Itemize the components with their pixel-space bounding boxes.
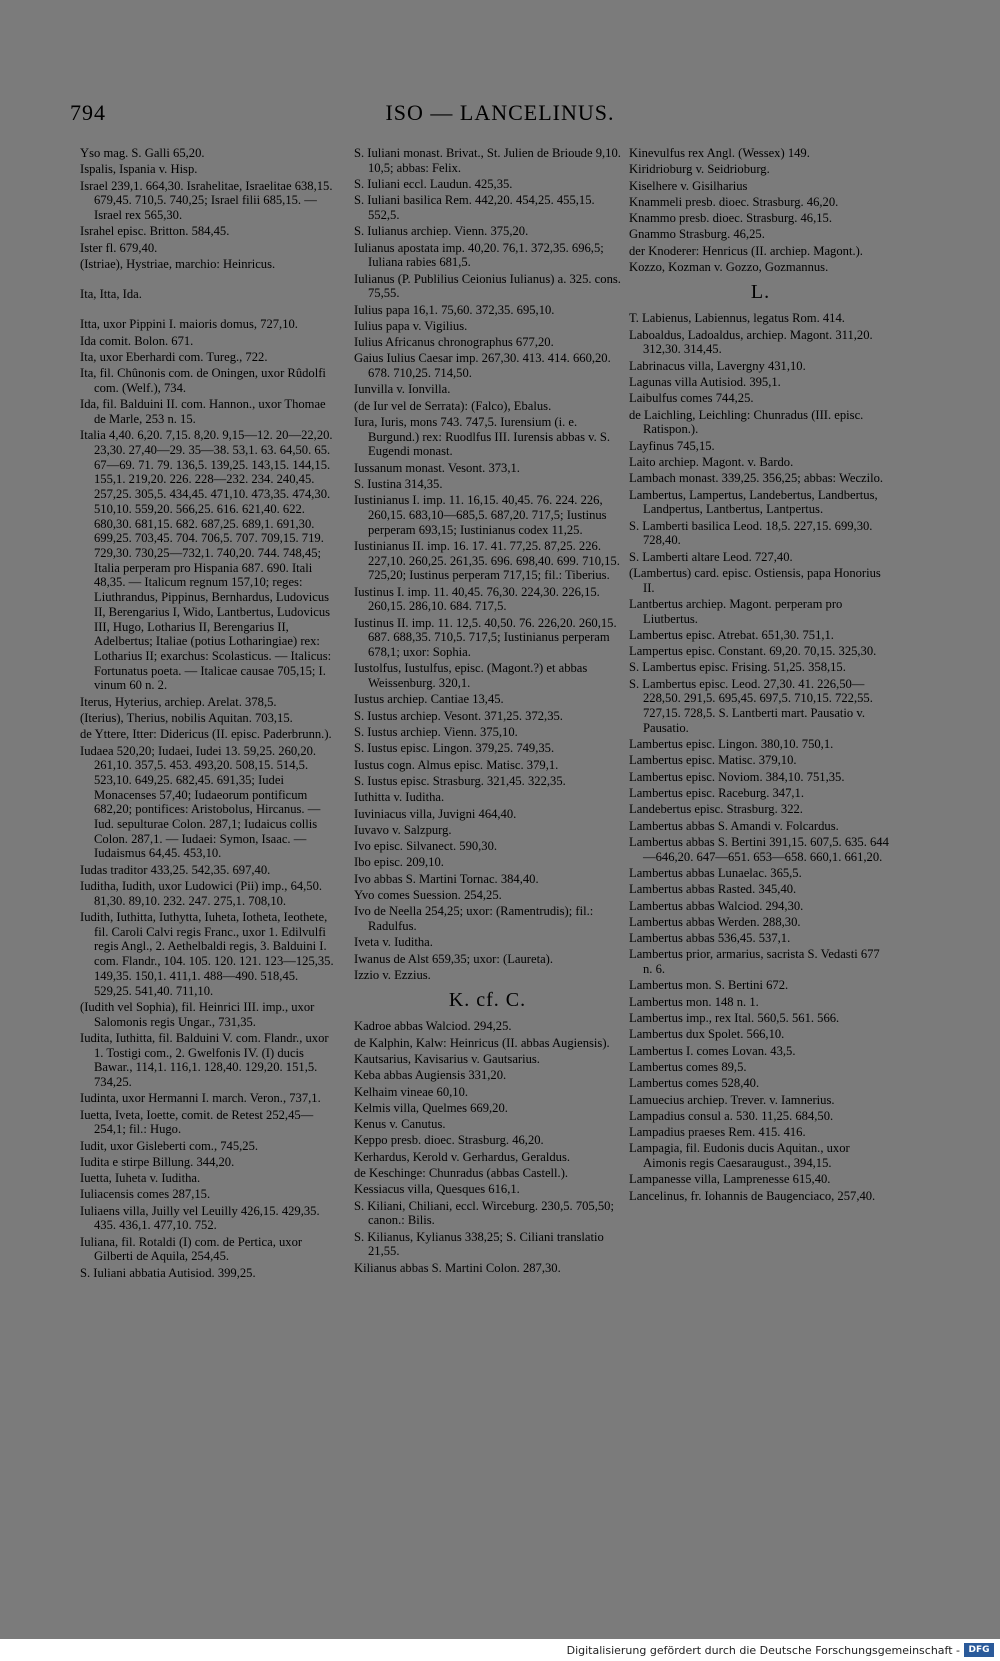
page-number: 794	[70, 100, 106, 125]
index-entry: Lambertus abbas Lunaelac. 365,5.	[629, 865, 802, 880]
index-entry: Ida comit. Bolon. 671.	[80, 333, 194, 348]
index-entry: Kiridrioburg v. Seidrioburg.	[629, 162, 770, 177]
index-entry: S. Lamberti altare Leod. 727,40.	[629, 549, 793, 564]
index-entry: Ivo abbas S. Martini Tornac. 384,40.	[354, 871, 539, 886]
index-entry: de Yttere, Itter: Didericus (II. episc. Paderbrunn.).	[80, 727, 332, 742]
index-entry: Lambertus episc. Matisc. 379,10.	[629, 753, 797, 768]
index-entry: S. Iuliani eccl. Laudun. 425,35.	[354, 177, 513, 191]
index-entry: de Keschinge: Chunradus (abbas Castell.).	[354, 1166, 569, 1181]
index-entry: Lambertus comes 89,5.	[629, 1059, 747, 1074]
index-entry: Lambertus abbas Walciod. 294,30.	[629, 898, 804, 913]
index-entry: Lambertus imp., rex Ital. 560,5. 561. 566.	[629, 1011, 840, 1026]
index-entry: Lambertus comes 528,40.	[629, 1076, 760, 1091]
index-entry: Kautsarius, Kavisarius v. Gautsarius.	[354, 1051, 540, 1066]
index-entry: Lambertus mon. S. Bertini 672.	[629, 978, 789, 993]
section-heading: K. cf. C.	[448, 988, 527, 1011]
index-entry: S. Iuliani abbatia Autisiod. 399,25.	[80, 1265, 256, 1280]
index-entry: Landebertus episc. Strasburg. 322.	[629, 802, 803, 817]
index-entry: S. Iulianus archiep. Vienn. 375,20.	[354, 224, 529, 239]
index-entry: S. Kiliani, Chiliani, eccl. Wirceburg. 230,5. 705,50; canon.: Bilis.	[354, 1198, 614, 1228]
index-entry: S. Lambertus episc. Frising. 51,25. 358,15.	[629, 660, 846, 675]
index-entry: Kessiacus villa, Quesques 616,1.	[354, 1182, 520, 1197]
index-entry: S. Iustus episc. Strasburg. 321,45. 322,35.	[354, 773, 566, 788]
index-entry: Lambertus episc. Noviom. 384,10. 751,35.	[629, 769, 845, 784]
index-entry: Kozzo, Kozman v. Gozzo, Gozmannus.	[629, 260, 829, 275]
index-entry: Iulius papa v. Vigilius.	[354, 318, 468, 333]
index-entry: Lambertus I. comes Lovan. 43,5.	[629, 1043, 796, 1058]
index-entry: de Laichling, Leichling: Chunradus (III. episc. Ratispon.).	[629, 407, 864, 437]
index-entry: Iudas traditor 433,25. 542,35. 697,40.	[80, 862, 271, 877]
index-entry: Lambertus mon. 148 n. 1.	[629, 994, 759, 1009]
index-entry: Lambertus episc. Lingon. 380,10. 750,1.	[629, 737, 834, 752]
index-entry: Iuliaens villa, Juilly vel Leuilly 426,15. 429,35. 435. 436,1. 477,10. 752.	[80, 1203, 320, 1233]
index-entry: Lambertus abbas Rasted. 345,40.	[629, 882, 797, 897]
index-entry: Iustinianus I. imp. 11. 16,15. 40,45. 76. 224. 226, 260,15. 683,10—685,5. 687,20. 717,5; Iustinus perperam 693,15; Iustinianus codex 11,25.	[354, 493, 607, 537]
index-entry: Layfinus 745,15.	[629, 438, 715, 453]
index-entry: Ivo episc. Silvanect. 590,30.	[354, 839, 498, 854]
index-entry: Iuliacensis comes 287,15.	[80, 1187, 211, 1202]
index-entry: Kerhardus, Kerold v. Gerhardus, Geraldus.	[354, 1149, 571, 1164]
index-entry: S. Kilianus, Kylianus 338,25; S. Ciliani translatio 21,55.	[354, 1229, 604, 1259]
index-entry: Lampadius praeses Rem. 415. 416.	[629, 1125, 806, 1140]
index-entry: Lambertus episc. Raceburg. 347,1.	[629, 786, 804, 801]
index-entry: Lambertus dux Spolet. 566,10.	[629, 1027, 785, 1042]
index-entry: S. Iuliani basilica Rem. 442,20. 454,25. 455,15. 552,5.	[354, 193, 595, 222]
index-entry: Lantbertus archiep. Magont. perperam pro Liutbertus.	[629, 596, 843, 626]
index-entry: S. Iuliani monast. Brivat., St. Julien de Brioude 9,10. 10,5; abbas: Felix.	[354, 146, 621, 175]
index-entry: Lambertus abbas 536,45. 537,1.	[629, 931, 791, 946]
index-entry: Kelmis villa, Quelmes 669,20.	[354, 1100, 508, 1115]
index-entry: Iuetta, Iveta, Ioette, comit. de Retest 252,45—254,1; fil.: Hugo.	[80, 1107, 314, 1137]
index-column-3	[629, 146, 892, 1205]
index-entry: Kelhaim vineae 60,10.	[354, 1084, 469, 1099]
index-entry: Lambertus abbas S. Bertini 391,15. 607,5. 635. 644—646,20. 647—651. 653—658. 660,1. 661,20.	[629, 834, 889, 864]
entry-gap	[80, 273, 336, 287]
index-entry: Yvo comes Suession. 254,25.	[354, 888, 502, 903]
index-entry: Izzio v. Ezzius.	[354, 967, 431, 982]
index-entry: Lampagia, fil. Eudonis ducis Aquitan., uxor Aimonis regis Caesaraugust., 394,15.	[629, 1141, 850, 1171]
index-entry: Iustus cogn. Almus episc. Matisc. 379,1.	[354, 757, 559, 772]
entry-gap	[80, 303, 336, 317]
index-entry: Kilianus abbas S. Martini Colon. 287,30.	[354, 1260, 561, 1275]
index-entry: Iussanum monast. Vesont. 373,1.	[354, 460, 520, 475]
index-entry: Iudita e stirpe Billung. 344,20.	[80, 1154, 235, 1169]
index-entry: Lagunas villa Autisiod. 395,1.	[629, 375, 781, 390]
index-entry: Lambertus abbas Werden. 288,30.	[629, 914, 801, 929]
index-entry: Lambertus, Lampertus, Landebertus, Landbertus, Landpertus, Lantbertus, Lantpertus.	[629, 487, 878, 517]
index-entry: Iustolfus, Iustulfus, episc. (Magont.?) et abbas Weissenburg. 320,1.	[354, 661, 588, 691]
index-entry: Iustus archiep. Cantiae 13,45.	[354, 692, 504, 707]
index-entry: Kiselhere v. Gisilharius	[629, 178, 748, 193]
index-entry: Iunvilla v. Ionvilla.	[354, 382, 451, 397]
index-entry: (Iterius), Therius, nobilis Aquitan. 703,15.	[80, 710, 293, 725]
index-entry: Kenus v. Canutus.	[354, 1117, 446, 1132]
index-entry: S. Lambertus episc. Leod. 27,30. 41. 226,50—228,50. 291,5. 695,45. 697,5. 710,15. 722,55. 727,15. 728,5. S. Lantberti mart. Pausatio v. Pausatio.	[629, 676, 873, 735]
index-entry: Iuthitta v. Iuditha.	[354, 790, 445, 805]
index-entry: Iterus, Hyterius, archiep. Arelat. 378,5.	[80, 694, 277, 709]
index-entry: Iulianus (P. Publilius Ceionius Iulianus) a. 325. cons. 75,55.	[354, 271, 621, 301]
index-entry: Iudaea 520,20; Iudaei, Iudei 13. 59,25. 260,20. 261,10. 357,5. 453. 493,20. 508,15. 514,5. 523,10. 649,25. 682,45. 691,35; Iudei Monacenses 57,40; Iudaeorum pontificum 682,20; pontifices: Aristobolus, Hircanus. — Iud. sepulturae Colon. 287,1; Iudaicus collis Colon. 287,1. — Iudaei: Symon, Isaac. — Iudaismus 64,45. 453,10.	[80, 743, 321, 861]
index-entry: Iustinianus II. imp. 16. 17. 41. 77,25. 87,25. 226. 227,10. 260,25. 261,35. 696. 698,40. 699. 710,15. 725,20; Iustinus perperam 717,15; fil.: Tiberius.	[354, 539, 620, 583]
index-entry: (Istriae), Hystriae, marchio: Heinricus.	[80, 256, 276, 271]
index-entry: Israhel episc. Britton. 584,45.	[80, 224, 230, 239]
index-entry: Iuetta, Iuheta v. Iuditha.	[80, 1171, 201, 1186]
index-entry: Gaius Iulius Caesar imp. 267,30. 413. 414. 660,20. 678. 710,25. 714,50.	[354, 351, 611, 381]
index-entry: Laibulfus comes 744,25.	[629, 391, 754, 406]
index-entry: Lambach monast. 339,25. 356,25; abbas: Weczilo.	[629, 471, 884, 486]
index-entry: Lampertus episc. Constant. 69,20. 70,15. 325,30.	[629, 644, 877, 659]
index-entry: Iveta v. Iuditha.	[354, 935, 433, 950]
index-entry: Ister fl. 679,40.	[80, 240, 158, 255]
index-entry: (de Iur vel de Serrata): (Falco), Ebalus.	[354, 398, 552, 413]
index-entry: Ibo episc. 209,10.	[354, 855, 444, 870]
index-entry: Knammo presb. dioec. Strasburg. 46,15.	[629, 211, 832, 226]
index-entry: Ida, fil. Balduini II. com. Hannon., uxor Thomae de Marle, 253 n. 15.	[80, 397, 326, 427]
index-entry: Iudit, uxor Gisleberti com., 745,25.	[80, 1138, 259, 1153]
index-entry: Labrinacus villa, Lavergny 431,10.	[629, 358, 806, 373]
index-entry: Iuliana, fil. Rotaldi (I) com. de Pertica, uxor Gilberti de Aquila, 254,45.	[80, 1234, 303, 1264]
index-entry: Keppo presb. dioec. Strasburg. 46,20.	[354, 1133, 544, 1148]
index-entry: Ita, uxor Eberhardi com. Tureg., 722.	[80, 350, 268, 365]
index-entry: Lambertus prior, armarius, sacrista S. Vedasti 677 n. 6.	[629, 947, 880, 977]
index-entry: de Kalphin, Kalw: Heinricus (II. abbas Augiensis).	[354, 1035, 610, 1050]
index-entry: Lancelinus, fr. Iohannis de Baugenciaco, 257,40.	[629, 1188, 876, 1203]
index-column-1	[80, 146, 336, 1282]
index-entry: S. Iustus archiep. Vesont. 371,25. 372,35.	[354, 708, 563, 723]
index-entry: (Lambertus) card. episc. Ostiensis, papa Honorius II.	[629, 565, 881, 595]
index-entry: Lampanesse villa, Lamprenesse 615,40.	[629, 1172, 831, 1187]
index-entry: Iwanus de Alst 659,35; uxor: (Laureta).	[354, 951, 554, 966]
index-entry: Lambertus episc. Atrebat. 651,30. 751,1.	[629, 627, 834, 642]
index-entry: Lambertus abbas S. Amandi v. Folcardus.	[629, 818, 839, 833]
index-entry: Iulianus apostata imp. 40,20. 76,1. 372,35. 696,5; Iuliana rabies 681,5.	[354, 240, 604, 270]
index-entry: (Iudith vel Sophia), fil. Heinrici III. imp., uxor Salomonis regis Ungar., 731,35.	[80, 999, 315, 1029]
index-entry: Itta, uxor Pippini I. maioris domus, 727,10.	[80, 317, 298, 332]
index-entry: Ita, fil. Chûnonis com. de Oningen, uxor Rûdolfi com. (Welf.), 734.	[80, 366, 326, 396]
index-entry: Israel 239,1. 664,30. Israhelitae, Israelitae 638,15. 679,45. 710,5. 740,25; Israel filii 685,15. — Israel rex 565,30.	[80, 178, 333, 222]
index-entry: Ispalis, Ispania v. Hisp.	[80, 162, 198, 177]
index-entry: Iulius Africanus chronographus 677,20.	[354, 335, 554, 350]
index-entry: S. Lamberti basilica Leod. 18,5. 227,15. 699,30. 728,40.	[629, 518, 873, 548]
index-entry: Keba abbas Augiensis 331,20.	[354, 1068, 507, 1083]
index-entry: Iudita, Iuthitta, fil. Balduini V. com. Flandr., uxor 1. Tostigi com., 2. Gwelfonis IV. (I) ducis Bawar., 114,1. 116,1. 128,40. 129,20. 151,5. 734,25.	[80, 1030, 329, 1089]
index-entry: Ivo de Neella 254,25; uxor: (Ramentrudis); fil.: Radulfus.	[354, 904, 594, 934]
index-entry: Knammeli presb. dioec. Strasburg. 46,20.	[629, 194, 839, 209]
index-entry: Iura, Iuris, mons 743. 747,5. Iurensium (i. e. Burgund.) rex: Ruodlfus III. Iurensis abbas v. S. Eugendi monast.	[354, 415, 611, 459]
index-entry: Laito archiep. Magont. v. Bardo.	[629, 454, 794, 469]
index-entry: S. Iustus episc. Lingon. 379,25. 749,35.	[354, 741, 555, 756]
running-head: ISO — LANCELINUS.	[385, 100, 615, 125]
index-entry: Kinevulfus rex Angl. (Wessex) 149.	[629, 146, 810, 160]
index-entry: Laboaldus, Ladoaldus, archiep. Magont. 311,20. 312,30. 314,45.	[629, 327, 873, 357]
footer-bar	[0, 1639, 1000, 1661]
index-entry: Italia 4,40. 6,20. 7,15. 8,20. 9,15—12. 20—22,20. 23,30. 27,40—29. 35—38. 53,1. 63. 64,50. 65. 67—69. 71. 79. 136,5. 139,25. 143,15. 144,15. 155,1. 219,20. 226. 228—232. 234. 240,45. 257,25. 305,5. 434,45. 471,10. 473,35. 474,30. 510,10. 559,20. 566,25. 616. 621,40. 622. 680,30. 681,15. 682. 687,25. 689,1. 691,30. 699,25. 703,45. 704. 706,5. 707. 709,15. 719. 729,30. 730,25—732,1. 740,20. 744. 748,45; Italia perperam pro Hispania 687. 690. Itali 48,35. — Italicum regnum 157,10; reges: Liuthrandus, Pippinus, Bernhardus, Ludovicus II, Berengarius I, Wido, Lantbertus, Ludovicus III, Hugo, Lotharius II, Berengarius II, Adelbertus; Italiae (potius Lotharingiae) rex: Lotharius II; exarchus: Scolasticus. — Italicus: Fortunatus poeta. — Italicae causae 705,15; I. vinum 60 n. 2.	[80, 428, 333, 693]
footer-credit: Digitalisierung gefördert durch die Deutsche Forschungsgemeinschaft -	[566, 1644, 960, 1657]
index-entry: Lampadius consul a. 530. 11,25. 684,50.	[629, 1108, 834, 1123]
index-entry: Iustinus II. imp. 11. 12,5. 40,50. 76. 226,20. 260,15. 687. 688,35. 710,5. 717,5; Iustinianus perperam 678,1; uxor: Sophia.	[354, 615, 617, 660]
index-entry: Lamuecius archiep. Trever. v. Iamnerius.	[629, 1092, 835, 1107]
section-heading: L.	[750, 280, 771, 303]
index-entry: Kadroe abbas Walciod. 294,25.	[354, 1019, 512, 1034]
index-entry: Iuvavo v. Salzpurg.	[354, 822, 452, 837]
index-entry: Iudith, Iuthitta, Iuthytta, Iuheta, Iotheta, Ieothete, fil. Caroli Calvi regis Franc., uxor 1. Edilvulfi regis Angl., 2. Aethelbaldi regis, 3. Balduini I. com. Flandr., 104. 105. 120. 121. 123—125,35. 149,35. 150,1. 411,1. 488—490. 518,45. 529,25. 541,40. 711,10.	[80, 910, 334, 998]
index-entry: Iustinus I. imp. 11. 40,45. 76,30. 224,30. 226,15. 260,15. 286,10. 684. 717,5.	[354, 584, 600, 614]
index-entry: Iuditha, Iudith, uxor Ludowici (Pii) imp., 64,50. 81,30. 89,10. 232. 247. 275,1. 708,10.	[80, 879, 323, 908]
index-entry: Ita, Itta, Ida.	[80, 287, 142, 302]
index-entry: Iuviniacus villa, Juvigni 464,40.	[354, 806, 517, 821]
index-column-2	[354, 146, 621, 1277]
index-entry: Iulius papa 16,1. 75,60. 372,35. 695,10.	[354, 302, 555, 317]
index-entry: Iudinta, uxor Hermanni I. march. Veron., 737,1.	[80, 1091, 321, 1106]
index-entry: S. Iustina 314,35.	[354, 477, 443, 492]
dfg-logo: DFG	[964, 1643, 994, 1657]
index-entry: T. Labienus, Labiennus, legatus Rom. 414.	[629, 311, 845, 326]
index-entry: Gnammo Strasburg. 46,25.	[629, 227, 765, 242]
index-entry: der Knoderer: Henricus (II. archiep. Magont.).	[629, 243, 863, 258]
index-entry: Yso mag. S. Galli 65,20.	[80, 146, 205, 160]
index-entry: S. Iustus archiep. Vienn. 375,10.	[354, 725, 518, 740]
